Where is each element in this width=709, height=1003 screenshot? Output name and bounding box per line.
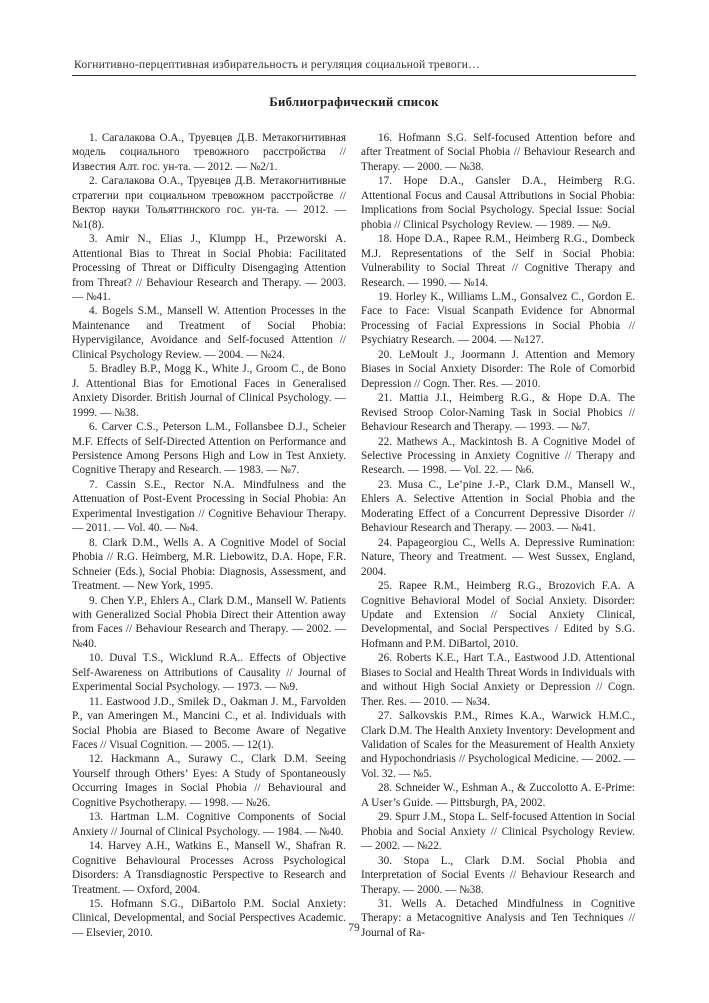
reference-column-right	[361, 131, 635, 940]
reference-item: 29. Spurr J.M., Stopa L. Self-focused Attention in Social Phobia and Social Anxiety // Clinical Psychology Review. — 2002. — №22.	[361, 811, 635, 853]
reference-item: 15. Hofmann S.G., DiBartolo P.M. Social Anxiety: Clinical, Developmental, and Social Perspectives Academic. — Elsevier, 2010.	[72, 898, 346, 939]
reference-item: 7. Cassin S.E., Rector N.A. Mindfulness and the Attenuation of Post-Event Processing in Social Phobia: An Experimental Investigation // Cognitive Behaviour Therapy. — 2011. — Vol. 40. — №4.	[72, 478, 346, 535]
reference-item: 18. Hope D.A., Rapee R.M., Heimberg R.G., Dombeck M.J. Representations of the Self in Social Phobia: Vulnerability to Social Threat // Cognitive Therapy and Research. — 1990. — №14.	[361, 233, 635, 289]
reference-item: 28. Schneider W., Eshman A., & Zuccolotto A. E-Prime: A User’s Guide. — Pittsburgh, PA, 2002.	[361, 782, 635, 809]
reference-item: 17. Hope D.A., Gansler D.A., Heimberg R.G. Attentional Focus and Causal Attributions in Social Phobia: Implications from Social Psychology. Special Issue: Social phobia // Clinical Psychology Review. — 1989. — №9.	[361, 175, 635, 231]
reference-item: 5. Bradley B.P., Mogg K., White J., Groom C., de Bono J. Attentional Bias for Emotional Faces in Generalised Anxiety Disorder. British Journal of Clinical Psychology. — 1999. — №38.	[72, 363, 346, 419]
reference-item: 21. Mattia J.I., Heimberg R.G., & Hope D.A. The Revised Stroop Color-Naming Task in Social Phobics // Behaviour Research and Therapy. — 1993. — №7.	[361, 392, 635, 434]
reference-item: 9. Chen Y.P., Ehlers A., Clark D.M., Mansell W. Patients with Generalized Social Phobia Direct their Attention away from Faces // Behaviour Research and Therapy. — 2002. — №40.	[72, 594, 346, 650]
reference-item: 10. Duval T.S., Wicklund R.A.. Effects of Objective Self-Awareness on Attributions of Causality // Journal of Experimental Social Psychology. — 1973. — №9.	[72, 652, 346, 694]
reference-item: 2. Сагалакова О.А., Труевцев Д.В. Метакогнитивные стратегии при социальном тревожном расстройстве // Вектор науки Тольяттинского гос. ун-та. — 2012. — №1(8).	[72, 175, 346, 231]
section-title: Библиографический список	[269, 95, 439, 109]
reference-item: 24. Papageorgiou C., Wells A. Depressive Rumination: Nature, Theory and Treatment. — West Sussex, England, 2004.	[361, 536, 635, 578]
reference-item: 19. Horley K., Williams L.M., Gonsalvez C., Gordon E. Face to Face: Visual Scanpath Evidence for Abnormal Processing of Facial Expressions in Social Phobia // Psychiatry Research. — 2004. — №127.	[361, 290, 635, 347]
page-content	[72, 58, 636, 940]
reference-item: 14. Harvey A.H., Watkins E., Mansell W., Shafran R. Cognitive Behavioural Processes Across Psychological Disorders: A Transdiagnostic Perspective to Research and Treatment. — Oxford, 2004.	[72, 840, 346, 896]
reference-columns	[72, 131, 636, 940]
reference-item: 12. Hackmann A., Surawy C., Clark D.M. Seeing Yourself through Others’ Eyes: A Study of Spontaneously Occurring Images in Social Phobia // Behavioural and Cognitive Psychotherapy. — 1998. — №26.	[72, 753, 346, 809]
reference-item: 31. Wells A. Detached Mindfulness in Cognitive Therapy: a Metacognitive Analysis and Ten Techniques // Journal of Ra-	[361, 898, 635, 939]
reference-item: 23. Musa C., Le’pine J.-P., Clark D.M., Mansell W., Ehlers A. Selective Attention in Social Phobia and the Moderating Effect of a Concurrent Depressive Disorder // Behaviour Research and Therapy. — 2003. — №41.	[361, 478, 635, 535]
reference-item: 20. LeMoult J., Joormann J. Attention and Memory Biases in Social Anxiety Disorder: The Role of Comorbid Depression // Cogn. Ther. Res. — 2010.	[361, 348, 635, 390]
reference-item: 30. Stopa L., Clark D.M. Social Phobia and Interpretation of Social Events // Behaviour Research and Therapy. — 2000. — №38.	[361, 854, 635, 896]
running-head: Когнитивно-перцептивная избирательность и регуляция социальной тревоги…	[72, 58, 636, 76]
reference-item: 13. Hartman L.M. Cognitive Components of Social Anxiety // Journal of Clinical Psychology. — 1984. — №40.	[72, 811, 346, 838]
reference-item: 26. Roberts K.E., Hart T.A., Eastwood J.D. Attentional Biases to Social and Health Threat Words in Individuals with and without High Social Anxiety or Depression // Cogn. Ther. Res. — 2010. — №34.	[361, 652, 635, 708]
reference-column-left	[72, 131, 346, 940]
reference-item: 11. Eastwood J.D., Smilek D., Oakman J. M., Farvolden P., van Ameringen M., Mancini C., et al. Individuals with Social Phobia are Biased to Become Aware of Negative Faces // Visual Cognition. — 2005. — 12(1).	[72, 695, 346, 752]
reference-item: 8. Clark D.M., Wells A. A Cognitive Model of Social Phobia // R.G. Heimberg, M.R. Liebowitz, D.A. Hope, F.R. Schneier (Eds.), Social Phobia: Diagnosis, Assessment, and Treatment. — New York, 1995.	[72, 536, 346, 593]
reference-item: 3. Amir N., Elias J., Klumpp H., Przeworski A. Attentional Bias to Threat in Social Phobia: Facilitated Processing of Threat or Difficulty Disengaging Attention from Threat? // Behaviour Research and Therapy. — 2003. — №41.	[72, 233, 346, 303]
reference-item: 22. Mathews A., Mackintosh B. A Cognitive Model of Selective Processing in Anxiety Cognitive // Therapy and Research. — 1998. — Vol. 22. — №6.	[361, 435, 635, 477]
reference-item: 25. Rapee R.M., Heimberg R.G., Brozovich F.A. A Cognitive Behavioral Model of Social Anxiety. Disorder: Update and Extension // Social Anxiety Clinical, Developmental, and Social Perspectives / Edited by S.G. Hofmann and P.M. DiBartol, 2010.	[361, 580, 635, 650]
reference-item: 4. Bogels S.M., Mansell W. Attention Processes in the Maintenance and Treatment of Social Phobia: Hypervigilance, Avoidance and Self-focused Attention // Clinical Psychology Review. — 2004. — №24.	[72, 305, 346, 361]
reference-item: 16. Hofmann S.G. Self-focused Attention before and after Treatment of Social Phobia // Behaviour Research and Therapy. — 2000. — №38.	[361, 132, 635, 173]
reference-item: 6. Carver C.S., Peterson L.M., Follansbee D.J., Scheier M.F. Effects of Self-Directed Attention on Performance and Persistence Among Persons High and Low in Test Anxiety. Cognitive Therapy and Research. — 1983. — №7.	[72, 421, 346, 477]
reference-item: 1. Сагалакова О.А., Труевцев Д.В. Метакогнитивная модель социального тревожного расстройства // Известия Алт. гос. ун-та. — 2012. — №2/1.	[72, 132, 346, 173]
reference-item: 27. Salkovskis P.M., Rimes K.A., Warwick H.M.C., Clark D.M. The Health Anxiety Inventory: Development and Validation of Scales for the Measurement of Health Anxiety and Hypochondriasis // Psychological Medicine. — 2002. — Vol. 32. — №5.	[361, 710, 635, 780]
page-number: 79	[348, 922, 360, 934]
